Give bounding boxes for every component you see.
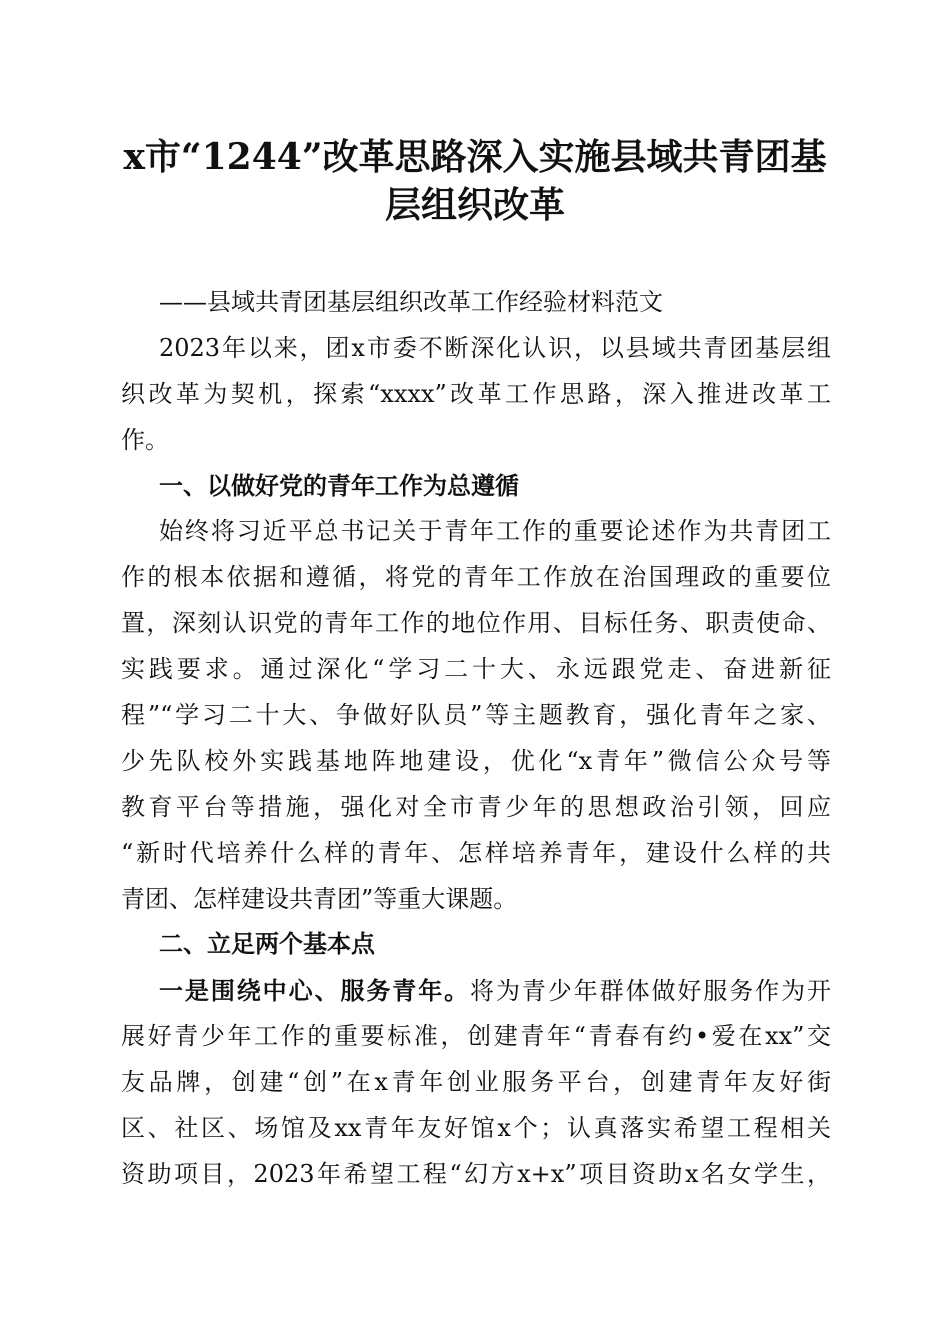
paragraph-line: 区、社区、场馆及xx青年友好馆x个；认真落实希望工程相关 [121, 1114, 831, 1143]
title-line-2: 层组织改革 [384, 184, 565, 226]
paragraph-line: 程”“学习二十大、争做好队员”等主题教育，强化青年之家、 [121, 701, 831, 730]
intro-line: 织改革为契机，探索“xxxx”改革工作思路，深入推进改革工 [121, 379, 831, 408]
paragraph-line: 少先队校外实践基地阵地建设，优化“x青年”微信公众号等 [121, 746, 831, 775]
document-body [121, 280, 831, 1198]
intro-paragraph [121, 326, 831, 464]
paragraph-line-rest: 将为青少年群体做好服务作为开 [470, 977, 832, 1006]
section-2-lead: 一是围绕中心、服务青年。 [159, 976, 471, 1006]
paragraph-line: 实践要求。通过深化“学习二十大、永远跟党走、奋进新征 [121, 655, 831, 684]
section-1-heading: 一、以做好党的青年工作为总遵循 [159, 471, 519, 500]
paragraph-line: “新时代培养什么样的青年、怎样培养青年，建设什么样的共 [121, 838, 831, 867]
document-title [110, 133, 840, 229]
paragraph-line: 作的根本依据和遵循，将党的青年工作放在治国理政的重要位 [121, 563, 831, 592]
paragraph-line: 置，深刻认识党的青年工作的地位作用、目标任务、职责使命、 [121, 609, 831, 638]
intro-line: 2023年以来，团x市委不断深化认识，以县域共青团基层组 [159, 333, 831, 362]
section-2-heading: 二、立足两个基本点 [159, 930, 375, 959]
paragraph-line: 教育平台等措施，强化对全市青少年的思想政治引领，回应 [121, 792, 831, 821]
paragraph-line: 友品牌，创建“创”在x青年创业服务平台，创建青年友好街 [121, 1068, 831, 1097]
paragraph-line-with-lead [121, 968, 831, 1014]
paragraph-line: 资助项目，2023年希望工程“幻方x+x”项目资助x名女学生， [121, 1159, 831, 1188]
section-1-paragraph [121, 509, 831, 922]
intro-line: 作。 [121, 425, 169, 454]
paragraph-line: 青团、怎样建设共青团”等重大课题。 [121, 884, 518, 913]
section-2-paragraph [121, 968, 831, 1197]
title-line-1: x市“1244”改革思路深入实施县域共青团基 [123, 136, 827, 178]
paragraph-line: 展好青少年工作的重要标准，创建青年“青春有约•爱在xx”交 [121, 1022, 831, 1051]
paragraph-line: 始终将习近平总书记关于青年工作的重要论述作为共青团工 [159, 517, 831, 546]
subtitle: ——县域共青团基层组织改革工作经验材料范文 [159, 288, 663, 316]
